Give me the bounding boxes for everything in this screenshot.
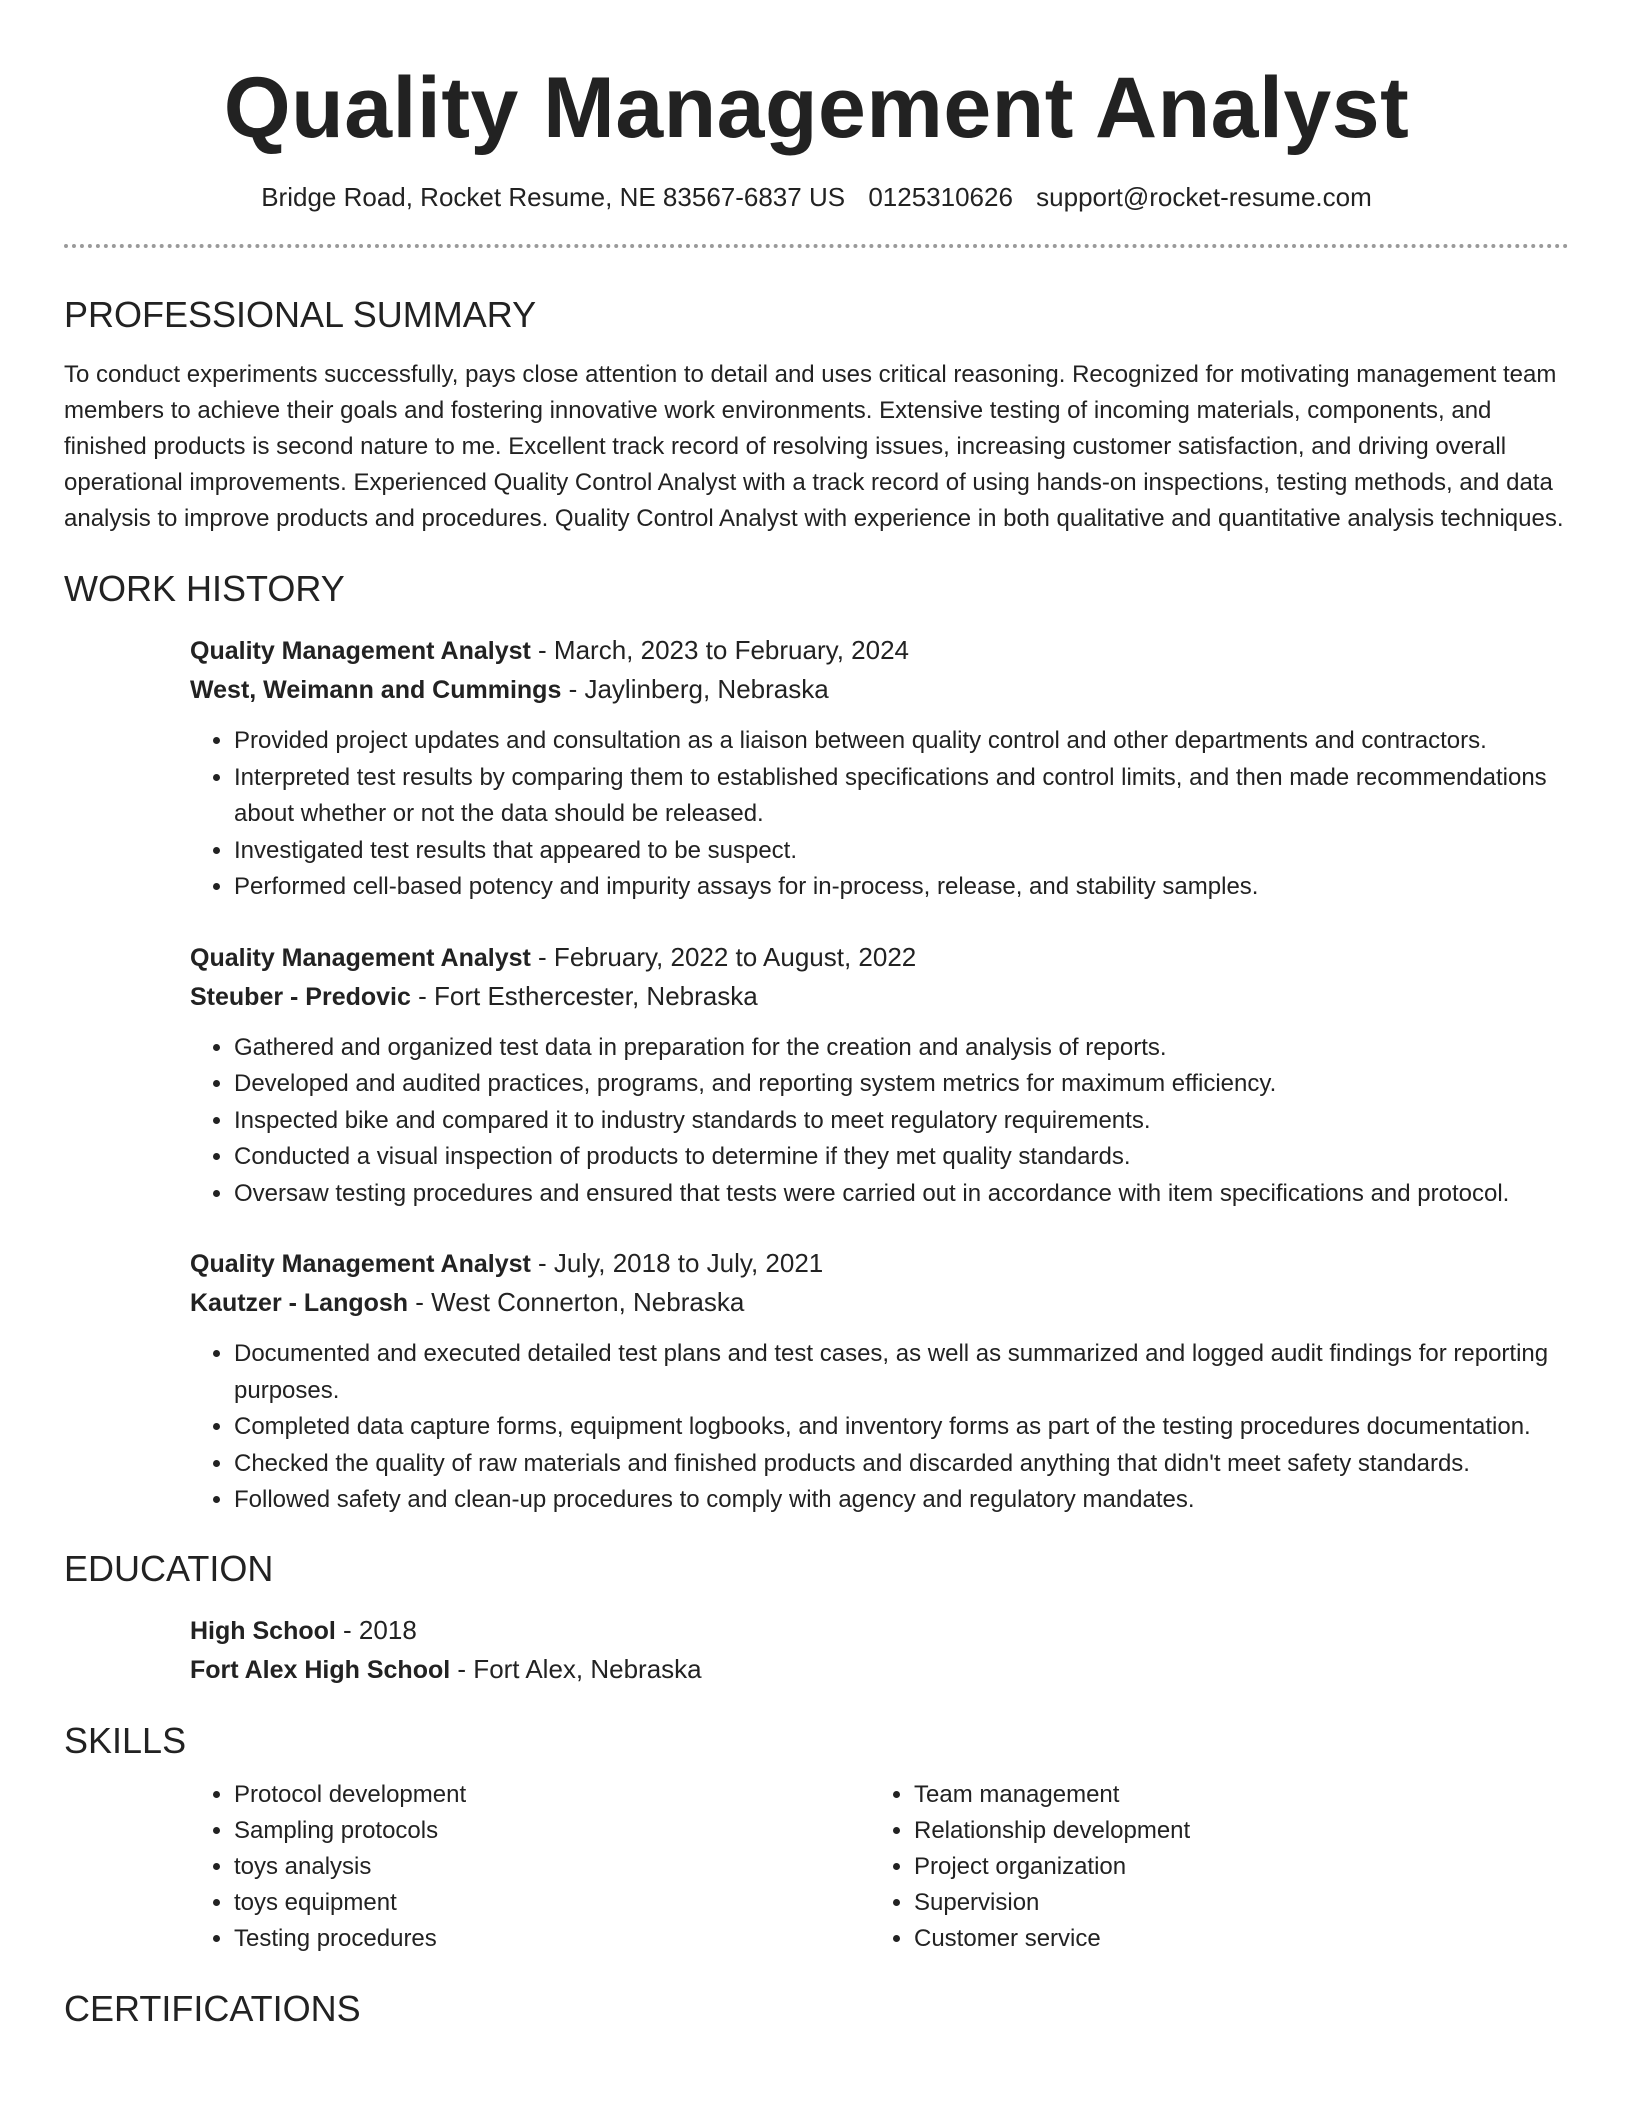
contact-address: Bridge Road, Rocket Resume, NE 83567-6837 US <box>261 182 846 212</box>
job-bullet: • Investigated test results that appeared to be suspect. <box>234 833 1569 870</box>
summary-heading: PROFESSIONAL SUMMARY <box>64 294 537 335</box>
skills-list <box>190 1777 1569 1957</box>
skill-item: • Testing procedures <box>234 1921 870 1957</box>
summary-text: To conduct experiments successfully, pays close attention to detail and uses critical reasoning. Recognized for motivating management team members to achieve their goals and fostering innovative work environments. Extensive testing of incoming materials, components, and finished products is second nature to me. Excellent track record of resolving issues, increasing customer satisfaction, and driving overall operational improvements. Experienced Quality Control Analyst with a track record of using hands-on inspections, testing methods, and data analysis to improve products and procedures. Quality Control Analyst with experience in both qualitative and quantitative analysis techniques. <box>64 361 1564 532</box>
education-degree: High School <box>190 1616 336 1645</box>
job-company: Steuber - Predovic <box>190 982 411 1011</box>
job-company-line <box>190 1283 1569 1322</box>
resume-page <box>64 0 1569 2031</box>
education-school-line <box>190 1650 1569 1689</box>
job-company-line <box>190 977 1569 1016</box>
header-divider <box>64 244 1569 248</box>
job-bullets <box>190 723 1569 906</box>
skill-item: • Sampling protocols <box>234 1813 870 1849</box>
job-title-line <box>190 938 1569 977</box>
job-bullets <box>190 1030 1569 1213</box>
job-company: Kautzer - Langosh <box>190 1289 409 1317</box>
skill-item: • Project organization <box>914 1849 1550 1885</box>
education-school: Fort Alex High School <box>190 1655 451 1684</box>
job-bullet: • Documented and executed detailed test plans and test cases, as well as summarized and logged audit findings for reporting purposes. <box>234 1336 1569 1409</box>
job-entry <box>190 631 1569 906</box>
job-bullets <box>190 1336 1569 1519</box>
job-bullet: • Oversaw testing procedures and ensured that tests were carried out in accordance with item specifications and protocol. <box>234 1176 1569 1213</box>
skill-item: • toys analysis <box>234 1849 870 1885</box>
job-title-line <box>190 1244 1569 1283</box>
education-degree-line <box>190 1611 1569 1650</box>
skill-item: • toys equipment <box>234 1885 870 1921</box>
job-bullet: • Interpreted test results by comparing them to established specifications and control limits, and then made recommendations about whether or not the data should be released. <box>234 760 1569 833</box>
contact-email[interactable]: support@rocket-resume.com <box>1036 182 1372 212</box>
job-bullet: • Inspected bike and compared it to industry standards to meet regulatory requirements. <box>234 1103 1569 1140</box>
contact-line <box>64 180 1569 214</box>
job-bullet: • Developed and audited practices, programs, and reporting system metrics for maximum efficiency. <box>234 1066 1569 1103</box>
skill-item: • Relationship development <box>914 1813 1550 1849</box>
skill-item: • Customer service <box>914 1921 1550 1957</box>
job-position: Quality Management Analyst <box>190 943 531 972</box>
skills-heading: SKILLS <box>64 1719 187 1761</box>
job-company-line <box>190 670 1569 709</box>
job-bullet: • Provided project updates and consultation as a liaison between quality control and other departments and contractors. <box>234 723 1569 760</box>
job-location: - West Connerton, Nebraska <box>408 1287 745 1317</box>
job-dates: - March, 2023 to February, 2024 <box>530 635 909 665</box>
certifications-heading: CERTIFICATIONS <box>64 1987 361 2029</box>
skill-item: • Team management <box>914 1777 1550 1813</box>
job-bullet: • Gathered and organized test data in preparation for the creation and analysis of reports. <box>234 1030 1569 1067</box>
job-position: Quality Management Analyst <box>190 637 531 665</box>
job-title-line <box>190 631 1569 670</box>
education-location: - Fort Alex, Nebraska <box>450 1653 702 1684</box>
skills-column-right <box>870 1777 1550 1957</box>
skills-bullets-left <box>190 1777 870 1957</box>
job-entry <box>190 1244 1569 1519</box>
job-location: - Jaylinberg, Nebraska <box>561 674 829 704</box>
skill-item: • Protocol development <box>234 1777 870 1813</box>
skill-item: • Supervision <box>914 1885 1550 1921</box>
job-company: West, Weimann and Cummings <box>190 676 562 704</box>
skills-column-left <box>190 1777 870 1957</box>
job-bullet: • Conducted a visual inspection of products to determine if they met quality standards. <box>234 1139 1569 1176</box>
work-history-heading: WORK HISTORY <box>64 568 345 609</box>
job-bullet: • Checked the quality of raw materials and finished products and discarded anything that didn't meet safety standards. <box>234 1446 1569 1483</box>
education-year: - 2018 <box>335 1614 417 1645</box>
job-bullet: • Followed safety and clean-up procedures to comply with agency and regulatory mandates. <box>234 1482 1569 1519</box>
skills-bullets-right <box>870 1777 1550 1957</box>
job-dates: - February, 2022 to August, 2022 <box>530 941 917 972</box>
job-position: Quality Management Analyst <box>190 1250 531 1278</box>
education-heading: EDUCATION <box>64 1547 274 1589</box>
job-bullet: • Performed cell-based potency and impurity assays for in-process, release, and stability samples. <box>234 869 1569 906</box>
job-location: - Fort Esthercester, Nebraska <box>410 980 758 1011</box>
job-entry <box>190 938 1569 1213</box>
education-entry <box>190 1611 1569 1689</box>
job-dates: - July, 2018 to July, 2021 <box>530 1248 824 1278</box>
job-bullet: • Completed data capture forms, equipment logbooks, and inventory forms as part of the testing procedures documentation. <box>234 1409 1569 1446</box>
contact-phone: 0125310626 <box>868 182 1013 212</box>
resume-name: Quality Management Analyst <box>223 60 1410 156</box>
